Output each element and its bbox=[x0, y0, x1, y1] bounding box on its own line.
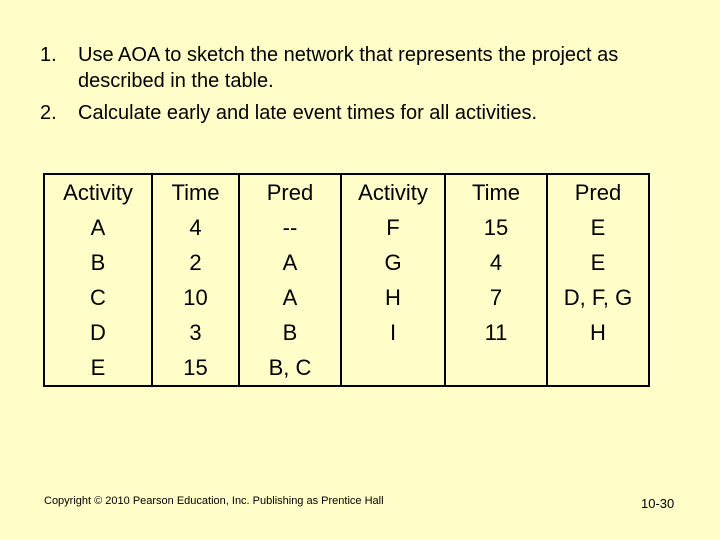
table-cell: I bbox=[341, 315, 445, 350]
table-row bbox=[44, 245, 649, 280]
table-cell: 7 bbox=[445, 280, 547, 315]
table-cell: B bbox=[239, 315, 341, 350]
instruction-list bbox=[40, 42, 680, 132]
table-header-row bbox=[44, 174, 649, 210]
table-cell: H bbox=[341, 280, 445, 315]
table-row bbox=[44, 280, 649, 315]
table-cell: 3 bbox=[152, 315, 239, 350]
table-cell bbox=[547, 350, 649, 386]
table-cell: 4 bbox=[152, 210, 239, 245]
table-cell: -- bbox=[239, 210, 341, 245]
instruction-text: Calculate early and late event times for all activities. bbox=[78, 102, 538, 124]
activity-table bbox=[43, 173, 650, 387]
table-cell: 11 bbox=[445, 315, 547, 350]
table-cell bbox=[341, 350, 445, 386]
copyright-text: Copyright © 2010 Pearson Education, Inc. Publishing as Prentice Hall bbox=[44, 495, 384, 507]
table-row bbox=[44, 350, 649, 386]
instruction-item bbox=[40, 42, 680, 94]
table-cell: 15 bbox=[445, 210, 547, 245]
table-cell: A bbox=[239, 280, 341, 315]
table-cell: E bbox=[547, 210, 649, 245]
table-cell: H bbox=[547, 315, 649, 350]
table-cell: 2 bbox=[152, 245, 239, 280]
header-time-2: Time bbox=[445, 174, 547, 210]
header-activity-2: Activity bbox=[341, 174, 445, 210]
header-pred: Pred bbox=[239, 174, 341, 210]
instruction-number: 1. bbox=[40, 44, 57, 66]
header-pred-2: Pred bbox=[547, 174, 649, 210]
table-cell: E bbox=[44, 350, 152, 386]
header-activity: Activity bbox=[44, 174, 152, 210]
table-cell: D bbox=[44, 315, 152, 350]
table-cell bbox=[445, 350, 547, 386]
header-time: Time bbox=[152, 174, 239, 210]
table-cell: 4 bbox=[445, 245, 547, 280]
table-cell: F bbox=[341, 210, 445, 245]
table-cell: E bbox=[547, 245, 649, 280]
table-row bbox=[44, 315, 649, 350]
table-cell: B bbox=[44, 245, 152, 280]
table-cell: 10 bbox=[152, 280, 239, 315]
instruction-item bbox=[40, 100, 680, 126]
table-cell: G bbox=[341, 245, 445, 280]
table-cell: 15 bbox=[152, 350, 239, 386]
table-cell: B, C bbox=[239, 350, 341, 386]
table-cell: A bbox=[239, 245, 341, 280]
table-cell: A bbox=[44, 210, 152, 245]
table-row bbox=[44, 210, 649, 245]
table-cell: C bbox=[44, 280, 152, 315]
instruction-number: 2. bbox=[40, 102, 57, 124]
table-cell: D, F, G bbox=[547, 280, 649, 315]
instruction-text: Use AOA to sketch the network that represents the project as described in the table. bbox=[78, 44, 619, 92]
slide-number: 10-30 bbox=[641, 496, 675, 511]
